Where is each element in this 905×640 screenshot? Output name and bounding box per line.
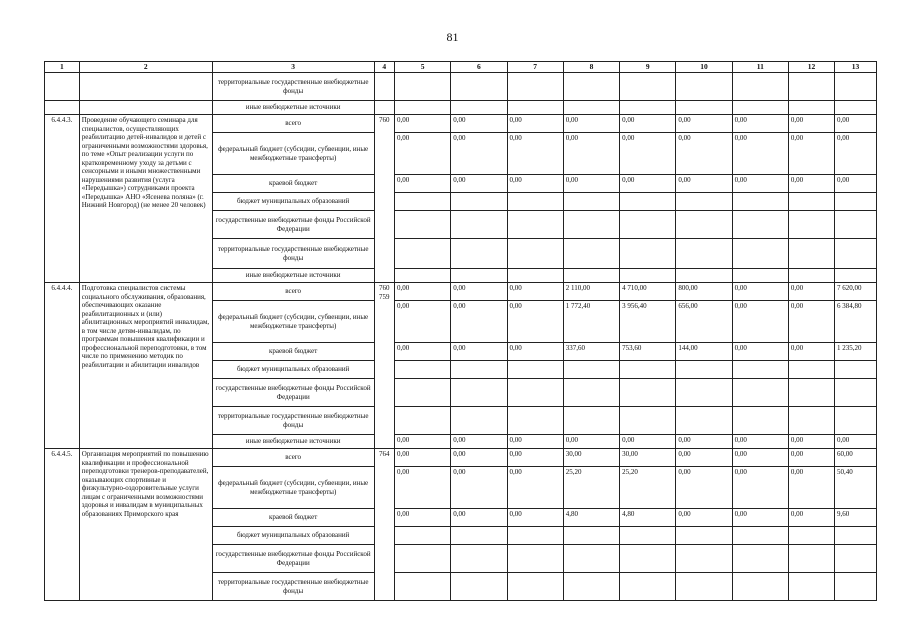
amount-cell: 0,00 bbox=[834, 133, 876, 175]
amount-cell: 60,00 bbox=[834, 449, 876, 467]
cell-empty bbox=[620, 361, 676, 379]
cell-empty bbox=[732, 193, 788, 211]
funding-source: государственные внебюджетные фонды Российской Федерации bbox=[212, 545, 374, 573]
cell-empty bbox=[451, 361, 507, 379]
cell-empty bbox=[620, 73, 676, 101]
cell-empty bbox=[732, 101, 788, 115]
cell-empty bbox=[620, 545, 676, 573]
amount-cell: 0,00 bbox=[563, 435, 619, 449]
cell-empty bbox=[676, 407, 732, 435]
amount-cell: 25,20 bbox=[620, 467, 676, 509]
cell-empty bbox=[732, 573, 788, 601]
cell-empty bbox=[394, 573, 450, 601]
cell-empty bbox=[788, 101, 834, 115]
cell-empty bbox=[676, 73, 732, 101]
cell-empty bbox=[676, 527, 732, 545]
amount-cell: 0,00 bbox=[788, 509, 834, 527]
table-row bbox=[45, 283, 877, 301]
cell-empty bbox=[451, 101, 507, 115]
amount-cell: 0,00 bbox=[394, 133, 450, 175]
cell-empty bbox=[451, 379, 507, 407]
amount-cell: 0,00 bbox=[394, 115, 450, 133]
cell-empty bbox=[563, 73, 619, 101]
amount-cell: 1 772,40 bbox=[563, 301, 619, 343]
col-header: 7 bbox=[507, 62, 563, 73]
header-row bbox=[45, 62, 877, 73]
table-row bbox=[45, 73, 877, 101]
cell-empty bbox=[374, 73, 394, 101]
cell-empty bbox=[834, 527, 876, 545]
cell-empty bbox=[451, 73, 507, 101]
amount-cell: 0,00 bbox=[394, 509, 450, 527]
cell-empty bbox=[563, 211, 619, 239]
cell-empty bbox=[451, 545, 507, 573]
amount-cell: 0,00 bbox=[732, 133, 788, 175]
table-row bbox=[45, 115, 877, 133]
cell-empty bbox=[788, 545, 834, 573]
amount-cell: 30,00 bbox=[563, 449, 619, 467]
cell-empty bbox=[834, 361, 876, 379]
col-header: 12 bbox=[788, 62, 834, 73]
cell-empty bbox=[394, 101, 450, 115]
budget-table bbox=[44, 61, 877, 601]
funding-source: федеральный бюджет (субсидии, субвенции, иные межбюджетные трансферты) bbox=[212, 301, 374, 343]
cell-empty bbox=[676, 239, 732, 269]
cell-empty bbox=[620, 379, 676, 407]
funding-source: всего bbox=[212, 115, 374, 133]
funding-source: государственные внебюджетные фонды Российской Федерации bbox=[212, 379, 374, 407]
cell-empty bbox=[507, 527, 563, 545]
item-code: 764 bbox=[374, 449, 394, 601]
amount-cell: 753,60 bbox=[620, 343, 676, 361]
cell-empty bbox=[507, 573, 563, 601]
amount-cell: 1 235,20 bbox=[834, 343, 876, 361]
col-header: 9 bbox=[620, 62, 676, 73]
amount-cell: 0,00 bbox=[788, 435, 834, 449]
cell-empty bbox=[834, 193, 876, 211]
amount-cell: 0,00 bbox=[620, 435, 676, 449]
cell-empty bbox=[451, 407, 507, 435]
cell-empty bbox=[563, 407, 619, 435]
funding-source: федеральный бюджет (субсидии, субвенции, иные межбюджетные трансферты) bbox=[212, 467, 374, 509]
funding-source: всего bbox=[212, 283, 374, 301]
amount-cell: 0,00 bbox=[507, 133, 563, 175]
amount-cell: 0,00 bbox=[676, 133, 732, 175]
cell-empty bbox=[394, 193, 450, 211]
amount-cell: 0,00 bbox=[676, 467, 732, 509]
amount-cell: 0,00 bbox=[451, 435, 507, 449]
item-title: Подготовка специалистов системы социального обслуживания, образования, обеспечивающих оказание реабилитационных и (или) абилитационных мероприятий инвалидам, в том числе детям-инвалидам, по программам повышения квалификации и профессиональной переподготовки, в том числе по применению методик по реабилитации и абилитации инвалидов bbox=[79, 283, 212, 449]
amount-cell: 0,00 bbox=[451, 133, 507, 175]
amount-cell: 0,00 bbox=[620, 133, 676, 175]
item-number: 6.4.4.3. bbox=[45, 115, 80, 283]
amount-cell: 0,00 bbox=[394, 435, 450, 449]
amount-cell: 3 956,40 bbox=[620, 301, 676, 343]
cell-empty bbox=[834, 407, 876, 435]
col-header: 4 bbox=[374, 62, 394, 73]
amount-cell: 0,00 bbox=[394, 301, 450, 343]
amount-cell: 0,00 bbox=[732, 343, 788, 361]
amount-cell: 0,00 bbox=[732, 449, 788, 467]
cell-empty bbox=[676, 193, 732, 211]
cell-empty bbox=[732, 73, 788, 101]
amount-cell: 0,00 bbox=[507, 343, 563, 361]
item-code: 760 759 bbox=[374, 283, 394, 449]
table-row bbox=[45, 449, 877, 467]
cell-empty bbox=[507, 269, 563, 283]
cell-empty bbox=[732, 545, 788, 573]
cell-empty bbox=[834, 379, 876, 407]
cell-empty bbox=[394, 361, 450, 379]
cell-empty bbox=[563, 101, 619, 115]
cell-empty bbox=[732, 239, 788, 269]
cell-empty bbox=[676, 361, 732, 379]
cell-empty bbox=[788, 269, 834, 283]
cell-empty bbox=[788, 211, 834, 239]
funding-source: территориальные государственные внебюджетные фонды bbox=[212, 73, 374, 101]
funding-source: государственные внебюджетные фонды Российской Федерации bbox=[212, 211, 374, 239]
col-header: 6 bbox=[451, 62, 507, 73]
amount-cell: 30,00 bbox=[620, 449, 676, 467]
cell-empty bbox=[394, 239, 450, 269]
amount-cell: 0,00 bbox=[732, 115, 788, 133]
table-row bbox=[45, 101, 877, 115]
funding-source: федеральный бюджет (субсидии, субвенции, иные межбюджетные трансферты) bbox=[212, 133, 374, 175]
amount-cell: 0,00 bbox=[834, 175, 876, 193]
funding-source: бюджет муниципальных образований bbox=[212, 193, 374, 211]
amount-cell: 0,00 bbox=[676, 509, 732, 527]
amount-cell: 0,00 bbox=[788, 301, 834, 343]
cell-empty bbox=[676, 573, 732, 601]
amount-cell: 0,00 bbox=[507, 509, 563, 527]
amount-cell: 0,00 bbox=[451, 343, 507, 361]
amount-cell: 0,00 bbox=[394, 283, 450, 301]
amount-cell: 0,00 bbox=[394, 467, 450, 509]
cell-empty bbox=[45, 73, 80, 101]
page-number: 81 bbox=[446, 30, 459, 44]
amount-cell: 0,00 bbox=[788, 175, 834, 193]
cell-empty bbox=[563, 379, 619, 407]
cell-empty bbox=[732, 527, 788, 545]
amount-cell: 0,00 bbox=[563, 133, 619, 175]
cell-empty bbox=[620, 269, 676, 283]
cell-empty bbox=[507, 545, 563, 573]
item-title: Организация мероприятий по повышению квалификации и профессиональной переподготовки тренеров-преподавателей, оказывающих спортивные и физкультурно-оздоровительные услуги лицам с ограниченными возможностями здоровья и инвалидам в муниципальных образованиях Приморского края bbox=[79, 449, 212, 601]
cell-empty bbox=[394, 211, 450, 239]
amount-cell: 0,00 bbox=[834, 435, 876, 449]
cell-empty bbox=[676, 269, 732, 283]
amount-cell: 6 384,80 bbox=[834, 301, 876, 343]
amount-cell: 0,00 bbox=[834, 115, 876, 133]
amount-cell: 0,00 bbox=[394, 343, 450, 361]
amount-cell: 144,00 bbox=[676, 343, 732, 361]
cell-empty bbox=[788, 73, 834, 101]
cell-empty bbox=[620, 527, 676, 545]
cell-empty bbox=[563, 361, 619, 379]
cell-empty bbox=[507, 239, 563, 269]
cell-empty bbox=[374, 101, 394, 115]
cell-empty bbox=[451, 573, 507, 601]
cell-empty bbox=[834, 269, 876, 283]
cell-empty bbox=[676, 379, 732, 407]
amount-cell: 7 620,00 bbox=[834, 283, 876, 301]
amount-cell: 0,00 bbox=[394, 449, 450, 467]
amount-cell: 0,00 bbox=[676, 175, 732, 193]
cell-empty bbox=[45, 101, 80, 115]
cell-empty bbox=[563, 545, 619, 573]
cell-empty bbox=[620, 407, 676, 435]
item-code: 760 bbox=[374, 115, 394, 283]
funding-source: иные внебюджетные источники bbox=[212, 435, 374, 449]
cell-empty bbox=[620, 101, 676, 115]
cell-empty bbox=[788, 379, 834, 407]
funding-source: территориальные государственные внебюджетные фонды bbox=[212, 407, 374, 435]
cell-empty bbox=[507, 101, 563, 115]
col-header: 3 bbox=[212, 62, 374, 73]
amount-cell: 800,00 bbox=[676, 283, 732, 301]
amount-cell: 0,00 bbox=[620, 175, 676, 193]
cell-empty bbox=[394, 527, 450, 545]
cell-empty bbox=[788, 527, 834, 545]
col-header: 1 bbox=[45, 62, 80, 73]
amount-cell: 0,00 bbox=[788, 467, 834, 509]
funding-source: иные внебюджетные источники bbox=[212, 101, 374, 115]
cell-empty bbox=[394, 545, 450, 573]
cell-empty bbox=[507, 73, 563, 101]
amount-cell: 0,00 bbox=[451, 115, 507, 133]
amount-cell: 0,00 bbox=[732, 301, 788, 343]
cell-empty bbox=[620, 573, 676, 601]
funding-source: иные внебюджетные источники bbox=[212, 269, 374, 283]
cell-empty bbox=[79, 73, 212, 101]
cell-empty bbox=[834, 73, 876, 101]
amount-cell: 0,00 bbox=[451, 301, 507, 343]
cell-empty bbox=[451, 269, 507, 283]
amount-cell: 25,20 bbox=[563, 467, 619, 509]
cell-empty bbox=[834, 545, 876, 573]
cell-empty bbox=[788, 193, 834, 211]
amount-cell: 0,00 bbox=[732, 175, 788, 193]
amount-cell: 656,00 bbox=[676, 301, 732, 343]
cell-empty bbox=[788, 239, 834, 269]
cell-empty bbox=[507, 193, 563, 211]
cell-empty bbox=[451, 211, 507, 239]
amount-cell: 0,00 bbox=[507, 283, 563, 301]
item-number: 6.4.4.4. bbox=[45, 283, 80, 449]
col-header: 13 bbox=[834, 62, 876, 73]
amount-cell: 0,00 bbox=[507, 115, 563, 133]
funding-source: бюджет муниципальных образований bbox=[212, 527, 374, 545]
funding-source: краевой бюджет bbox=[212, 509, 374, 527]
amount-cell: 0,00 bbox=[620, 115, 676, 133]
cell-empty bbox=[563, 193, 619, 211]
amount-cell: 0,00 bbox=[788, 449, 834, 467]
funding-source: краевой бюджет bbox=[212, 343, 374, 361]
amount-cell: 4,80 bbox=[620, 509, 676, 527]
cell-empty bbox=[563, 269, 619, 283]
amount-cell: 0,00 bbox=[507, 467, 563, 509]
cell-empty bbox=[676, 545, 732, 573]
funding-source: бюджет муниципальных образований bbox=[212, 361, 374, 379]
cell-empty bbox=[394, 407, 450, 435]
amount-cell: 337,60 bbox=[563, 343, 619, 361]
amount-cell: 0,00 bbox=[507, 449, 563, 467]
item-title: Проведение обучающего семинара для специалистов, осуществляющих реабилитацию детей-инвалидов и детей с ограниченными возможностями здоровья, по теме «Опыт реализации услуги по кратковременному уходу за детьми с сенсорными и иными множественными нарушениями развития (услуга «Передышка») сотрудниками проекта «Передышка» АНО «Ясенева поляна» (г. Нижний Новгород) (не менее 20 человек) bbox=[79, 115, 212, 283]
amount-cell: 0,00 bbox=[563, 175, 619, 193]
amount-cell: 0,00 bbox=[788, 283, 834, 301]
cell-empty bbox=[834, 573, 876, 601]
cell-empty bbox=[676, 211, 732, 239]
amount-cell: 0,00 bbox=[676, 449, 732, 467]
cell-empty bbox=[620, 239, 676, 269]
funding-source: территориальные государственные внебюджетные фонды bbox=[212, 573, 374, 601]
col-header: 5 bbox=[394, 62, 450, 73]
cell-empty bbox=[834, 239, 876, 269]
amount-cell: 0,00 bbox=[788, 115, 834, 133]
cell-empty bbox=[394, 379, 450, 407]
amount-cell: 0,00 bbox=[451, 283, 507, 301]
amount-cell: 2 110,00 bbox=[563, 283, 619, 301]
col-header: 8 bbox=[563, 62, 619, 73]
amount-cell: 0,00 bbox=[451, 509, 507, 527]
cell-empty bbox=[451, 527, 507, 545]
table-body bbox=[45, 62, 877, 601]
cell-empty bbox=[394, 269, 450, 283]
cell-empty bbox=[732, 407, 788, 435]
cell-empty bbox=[732, 361, 788, 379]
cell-empty bbox=[788, 407, 834, 435]
cell-empty bbox=[732, 211, 788, 239]
cell-empty bbox=[394, 73, 450, 101]
amount-cell: 0,00 bbox=[451, 449, 507, 467]
amount-cell: 0,00 bbox=[732, 467, 788, 509]
cell-empty bbox=[676, 101, 732, 115]
amount-cell: 0,00 bbox=[507, 301, 563, 343]
amount-cell: 4 710,00 bbox=[620, 283, 676, 301]
amount-cell: 50,40 bbox=[834, 467, 876, 509]
cell-empty bbox=[507, 379, 563, 407]
col-header: 11 bbox=[732, 62, 788, 73]
cell-empty bbox=[732, 269, 788, 283]
cell-empty bbox=[563, 527, 619, 545]
amount-cell: 0,00 bbox=[676, 435, 732, 449]
cell-empty bbox=[563, 239, 619, 269]
col-header: 2 bbox=[79, 62, 212, 73]
amount-cell: 0,00 bbox=[732, 509, 788, 527]
cell-empty bbox=[563, 573, 619, 601]
cell-empty bbox=[507, 361, 563, 379]
cell-empty bbox=[451, 193, 507, 211]
amount-cell: 0,00 bbox=[676, 115, 732, 133]
amount-cell: 0,00 bbox=[507, 175, 563, 193]
amount-cell: 0,00 bbox=[788, 343, 834, 361]
cell-empty bbox=[79, 101, 212, 115]
amount-cell: 0,00 bbox=[451, 467, 507, 509]
amount-cell: 0,00 bbox=[788, 133, 834, 175]
cell-empty bbox=[620, 193, 676, 211]
funding-source: территориальные государственные внебюджетные фонды bbox=[212, 239, 374, 269]
amount-cell: 0,00 bbox=[451, 175, 507, 193]
amount-cell: 9,60 bbox=[834, 509, 876, 527]
item-number: 6.4.4.5. bbox=[45, 449, 80, 601]
amount-cell: 4,80 bbox=[563, 509, 619, 527]
col-header: 10 bbox=[676, 62, 732, 73]
amount-cell: 0,00 bbox=[394, 175, 450, 193]
cell-empty bbox=[507, 407, 563, 435]
amount-cell: 0,00 bbox=[732, 283, 788, 301]
cell-empty bbox=[788, 573, 834, 601]
cell-empty bbox=[507, 211, 563, 239]
amount-cell: 0,00 bbox=[563, 115, 619, 133]
cell-empty bbox=[620, 211, 676, 239]
cell-empty bbox=[834, 211, 876, 239]
cell-empty bbox=[834, 101, 876, 115]
cell-empty bbox=[788, 361, 834, 379]
funding-source: всего bbox=[212, 449, 374, 467]
amount-cell: 0,00 bbox=[732, 435, 788, 449]
amount-cell: 0,00 bbox=[507, 435, 563, 449]
cell-empty bbox=[732, 379, 788, 407]
funding-source: краевой бюджет bbox=[212, 175, 374, 193]
cell-empty bbox=[451, 239, 507, 269]
